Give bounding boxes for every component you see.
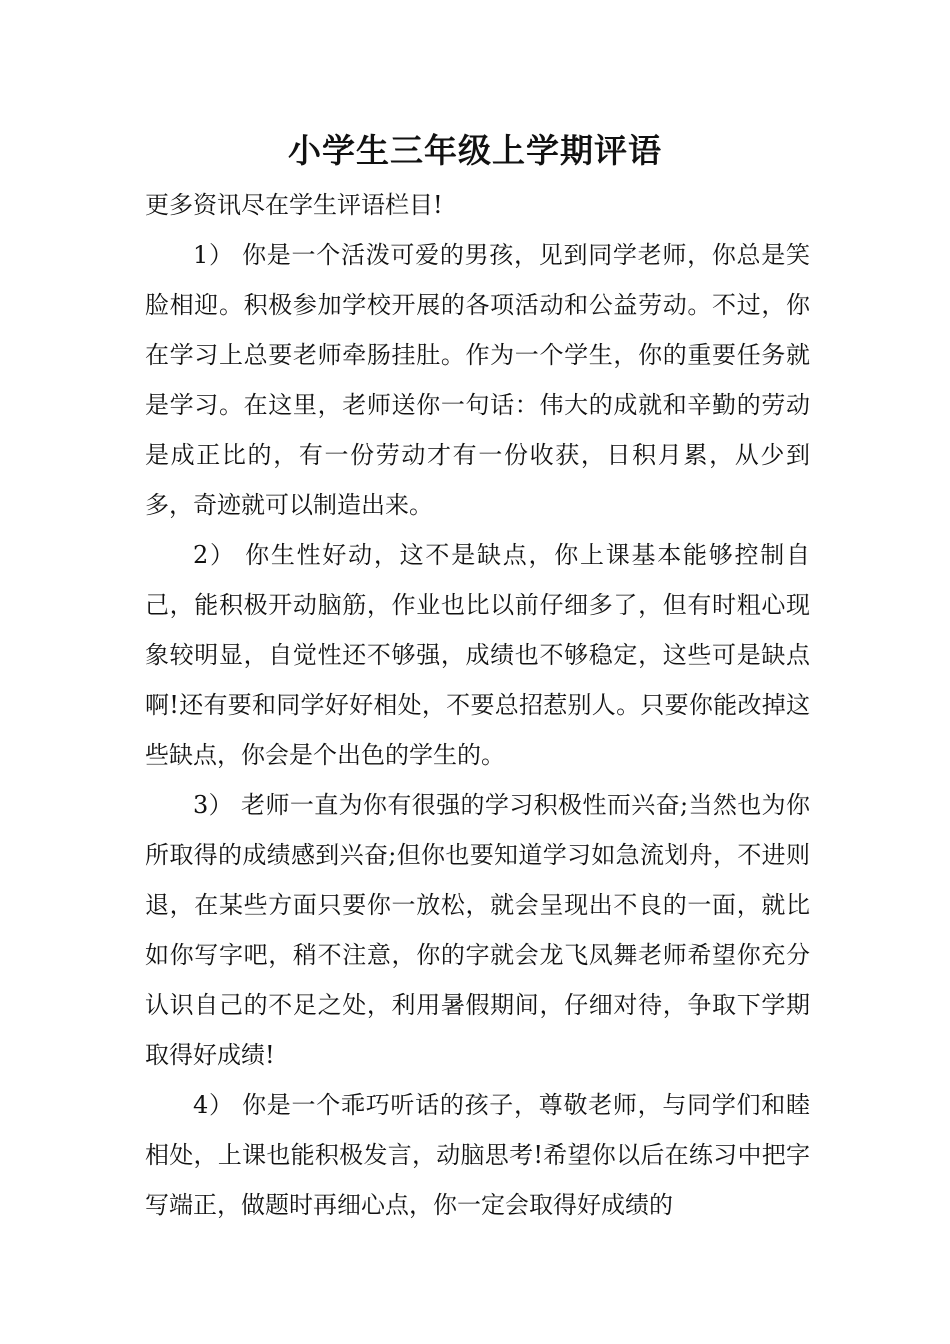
document-title: 小学生三年级上学期评语 bbox=[288, 131, 662, 170]
comment-paragraph-2: 2） 你生性好动，这不是缺点，你上课基本能够控制自己，能积极开动脑筋，作业也比以前仔细多了，但有时粗心现象较明显，自觉性还不够强，成绩也不够稳定，这些可是缺点啊!还有要和同学好好相处，不要总招惹别人。只要你能改掉这些缺点，你会是个出色的学生的。 bbox=[145, 541, 810, 769]
intro-line: 更多资讯尽在学生评语栏目! bbox=[145, 191, 443, 219]
document-body bbox=[145, 180, 810, 1230]
comment-paragraph-4: 4） 你是一个乖巧听话的孩子，尊敬老师，与同学们和睦相处，上课也能积极发言，动脑思考!希望你以后在练习中把字写端正，做题时再细心点，你一定会取得好成绩的 bbox=[145, 1091, 810, 1219]
comment-paragraph-3: 3） 老师一直为你有很强的学习积极性而兴奋;当然也为你所取得的成绩感到兴奋;但你也要知道学习如急流划舟，不进则退，在某些方面只要你一放松，就会呈现出不良的一面，就比如你写字吧，稍不注意，你的字就会龙飞凤舞老师希望你充分认识自己的不足之处，利用暑假期间，仔细对待，争取下学期取得好成绩! bbox=[145, 791, 810, 1069]
comment-paragraph-1: 1） 你是一个活泼可爱的男孩，见到同学老师，你总是笑脸相迎。积极参加学校开展的各项活动和公益劳动。不过，你在学习上总要老师牵肠挂肚。作为一个学生，你的重要任务就是学习。在这里，老师送你一句话：伟大的成就和辛勤的劳动是成正比的，有一份劳动才有一份收获，日积月累，从少到多，奇迹就可以制造出来。 bbox=[145, 241, 810, 519]
